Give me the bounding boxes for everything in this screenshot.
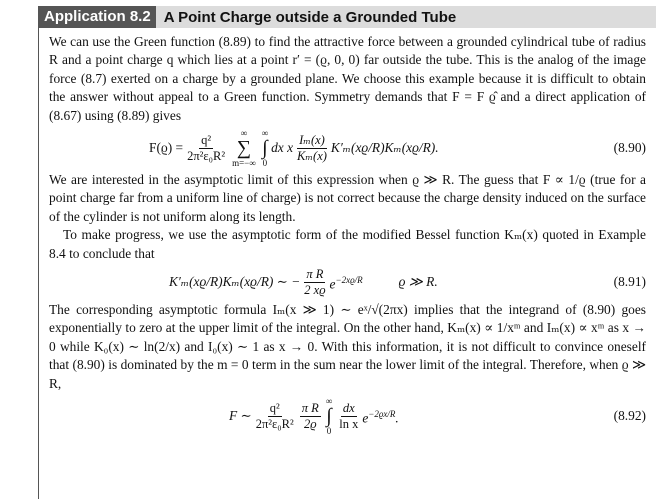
eq891-number: (8.91) — [613, 273, 646, 289]
application-title: A Point Charge outside a Grounded Tube — [163, 8, 457, 26]
eq890-num: q² — [201, 132, 212, 147]
eq892-frac1 — [254, 401, 296, 432]
application-tag: Application 8.2 — [39, 6, 156, 28]
eq892-exp: $e^{-2ϱx/R}$. — [362, 408, 399, 426]
eq891-cond: ϱ ≫ R. — [398, 273, 438, 289]
eq892-den3: ln x — [339, 416, 359, 431]
equation-8-90 — [49, 125, 646, 171]
eq890-sum — [232, 128, 256, 168]
paragraph-2: We are interested in the asymptotic limit of this expression when ϱ ≫ R. The guess that F ∝ 1/ϱ (true for a point charge far from a uniform line of charge) is not correct because the charge density induced on the surface of the cylinder is not uniform along its length. — [49, 172, 646, 224]
eq890-prefactor — [185, 133, 227, 164]
eq892-den1: 2π²ε₀R² — [255, 416, 294, 431]
eq892-int-top: ∞ — [325, 396, 333, 407]
eq891-lhs: K′ₘ(xϱ/R)Kₘ(xϱ/R) ∼ − — [169, 273, 301, 289]
eq890-int-bot: 0 — [262, 158, 268, 169]
eq890-lhs: F(ϱ) = — [149, 139, 184, 155]
sum-symbol: ∑ — [236, 137, 252, 160]
eq891-frac — [302, 267, 327, 298]
eq892-frac3 — [337, 401, 360, 432]
eq892-num1: q² — [269, 400, 280, 415]
eq890-integral — [262, 128, 268, 168]
paragraph-3: To make progress, we use the asymptotic form of the modified Bessel function Kₘ(x) quoted in Example 8.4 to conclude that — [49, 227, 646, 261]
application-header — [39, 6, 656, 28]
eq890-inner-den: Kₘ(x) — [297, 148, 327, 163]
eq890-inner-num: Iₘ(x) — [299, 132, 325, 147]
integral-symbol: ∫ — [326, 405, 332, 428]
eq892-lhs: F ∼ — [229, 407, 252, 423]
eq892-int-bot: 0 — [326, 426, 332, 437]
eq892-den2: 2ϱ — [303, 416, 317, 431]
equation-8-91 — [49, 263, 646, 301]
integral-symbol: ∫ — [262, 137, 268, 160]
paragraph-4: The corresponding asymptotic formula Iₘ(x ≫ 1) ∼ eˣ/√(2πx) implies that the integrand of (8.90) goes exponentially to zero at the upper limit of the integral. On the other hand, Kₘ(x) ∝ 1/xᵐ and Iₘ(x) ∝ xᵐ as x → 0 while K₀(x) ∼ ln(2/x) and I₀(x) ∼ 1 as x → 0. With this information, it is not difficult to convince oneself that (8.90) is dominated by the m = 0 term in the sum near the lower limit of the integral. Therefore, when ϱ ≫ R, — [49, 302, 646, 391]
eq890-int-top: ∞ — [261, 128, 269, 139]
eq890-dx: dx x — [271, 139, 294, 155]
eq890-den: 2π²ε₀R² — [187, 148, 226, 163]
eq890-tail: K′ₘ(xϱ/R)Kₘ(xϱ/R). — [330, 139, 439, 155]
eq890-sum-top: ∞ — [240, 128, 248, 139]
eq891-num: π R — [306, 266, 324, 281]
eq891-den: 2 xϱ — [304, 282, 326, 297]
application-body — [39, 28, 656, 439]
application-box — [38, 6, 656, 499]
equation-8-92 — [49, 393, 646, 439]
eq892-integral — [326, 396, 332, 436]
eq892-frac2 — [300, 401, 321, 432]
paragraph-1: We can use the Green function (8.89) to find the attractive force between a grounded cylindrical tube of radius R and a point charge q which lies at a point r′ = (ϱ, 0, 0) far outside the tube. This is the analog of the image force (8.7) exerted on a charge by a grounded plane. We choose this example because it is difficult to obtain the answer without appeal to a Green function. Symmetry demands that F = F ϱ̂ and a direct application of (8.67) using (8.89) gives — [49, 34, 646, 123]
eq890-ratio — [295, 133, 329, 164]
eq891-exp: $e^{-2xϱ/R}$ — [329, 274, 363, 292]
eq890-sum-bot: m=−∞ — [232, 158, 256, 169]
eq892-num2: π R — [301, 400, 319, 415]
eq892-num3: dx — [342, 400, 355, 415]
eq890-number: (8.90) — [613, 139, 646, 155]
eq892-number: (8.92) — [613, 407, 646, 423]
